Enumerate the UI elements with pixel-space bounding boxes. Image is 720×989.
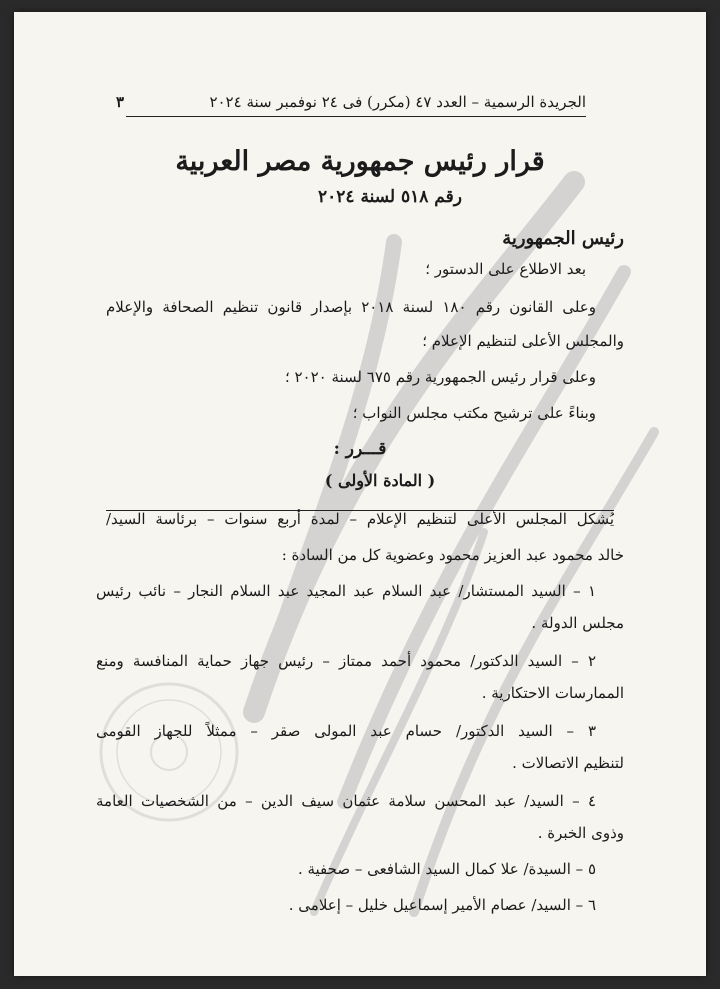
preamble-law-line2: والمجلس الأعلى لتنظيم الإعلام ؛ (422, 332, 624, 350)
member-1-line2: مجلس الدولة . (531, 614, 624, 632)
header-text: الجريدة الرسمية – العدد ٤٧ (مكرر) فى ٢٤ نوفمبر سنة ٢٠٢٤ (209, 93, 586, 111)
member-2-line1: ٢ – السيد الدكتور/ محمود أحمد ممتاز – رئيس جهاز حماية المنافسة ومنع (96, 652, 596, 670)
article-body-line1: يُشكل المجلس الأعلى لتنظيم الإعلام – لمدة أربع سنوات – برئاسة السيد/ (106, 510, 614, 528)
decree-number: رقم ٥١٨ لسنة ٢٠٢٤ (318, 187, 462, 207)
member-1-line1: ١ – السيد المستشار/ عبد السلام عبد المجيد عبد السلام النجار – نائب رئيس (96, 582, 596, 600)
member-2-line2: الممارسات الاحتكارية . (481, 684, 624, 702)
member-3-line1: ٣ – السيد الدكتور/ حسام عبد المولى صقر – ممثلاً للجهاز القومى (96, 722, 596, 740)
article-underline (106, 510, 614, 511)
member-5: ٥ – السيدة/ علا كمال السيد الشافعى – صحفية . (297, 860, 596, 878)
member-4-line2: وذوى الخبرة . (537, 824, 624, 842)
preamble-decree: وعلى قرار رئيس الجمهورية رقم ٦٧٥ لسنة ٢٠٢٠ ؛ (284, 368, 596, 386)
decided-heading: قـــرر : (333, 439, 387, 459)
decree-title: قرار رئيس جمهورية مصر العربية (175, 146, 545, 177)
gazette-page (14, 12, 706, 976)
preamble-law-line1: وعلى القانون رقم ١٨٠ لسنة ٢٠١٨ بإصدار قانون تنظيم الصحافة والإعلام (106, 298, 596, 316)
article-heading: ( المادة الأولى ) (324, 471, 436, 490)
member-6: ٦ – السيد/ عصام الأمير إسماعيل خليل – إعلامى . (288, 896, 596, 914)
preamble-nomination: وبناءً على ترشيح مكتب مجلس النواب ؛ (352, 404, 596, 422)
member-4-line1: ٤ – السيد/ عبد المحسن سلامة عثمان سيف الدين – من الشخصيات العامة (96, 792, 596, 810)
gazette-header (116, 88, 586, 117)
page-number: ٣ (116, 93, 125, 111)
member-3-line2: لتنظيم الاتصالات . (512, 754, 624, 772)
preamble-constitution: بعد الاطلاع على الدستور ؛ (425, 260, 586, 278)
article-body-line2: خالد محمود عبد العزيز محمود وعضوية كل من السادة : (281, 546, 624, 564)
president-heading: رئيس الجمهورية (502, 228, 624, 249)
